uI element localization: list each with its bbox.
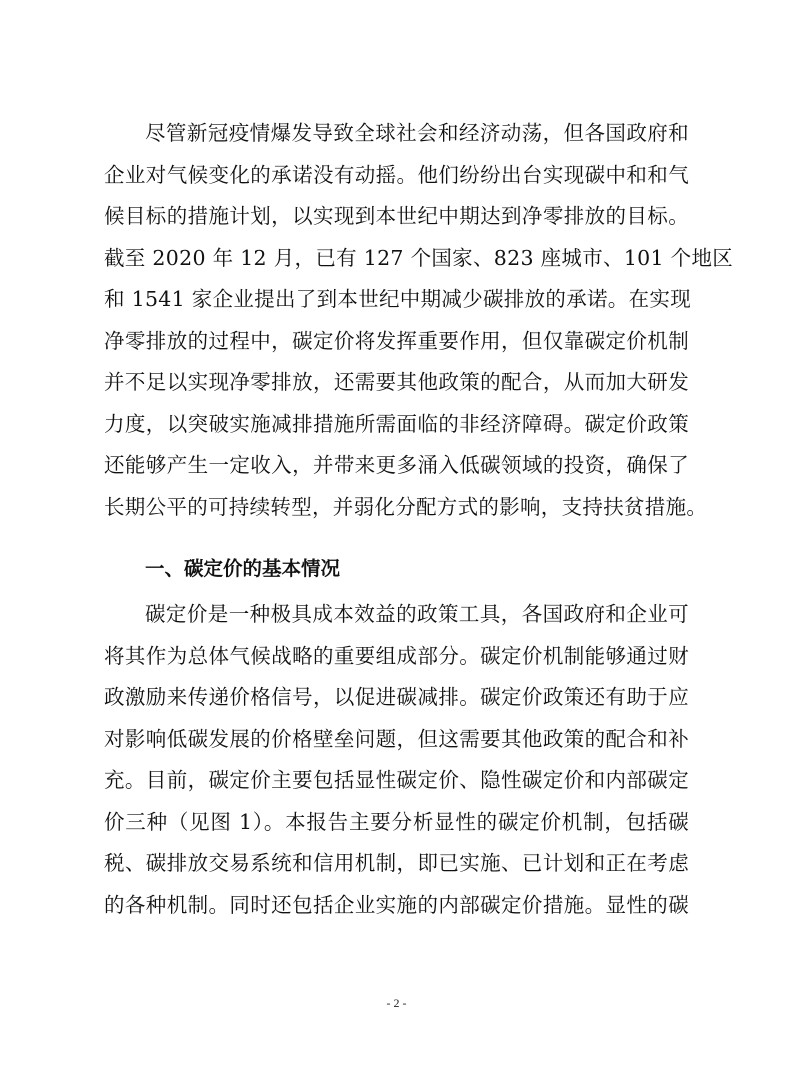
paragraph-line: 将其作为总体气候战略的重要组成部分。碳定价机制能够通过财 [104,643,689,668]
body-paragraph-2 [104,594,689,926]
paragraph-line: 的各种机制。同时还包括企业实施的内部碳定价措施。显性的碳 [104,892,689,917]
paragraph-line: 尽管新冠疫情爆发导致全球社会和经济动荡，但各国政府和 [145,121,689,145]
paragraph-line: 力度，以突破实施减排措施所需面临的非经济障碍。碳定价政策 [104,411,689,436]
paragraph-line: 还能够产生一定收入，并带来更多涌入低碳领域的投资，确保了 [104,453,689,477]
paragraph-line: 碳定价是一种极具成本效益的政策工具，各国政府和企业可 [145,602,689,626]
paragraph-line: 税、碳排放交易系统和信用机制，即已实施、已计划和正在考虑 [104,851,689,875]
paragraph-line: 截至 2020 年 12 月，已有 127 个国家、823 座城市、101 个地区 [104,245,734,270]
paragraph-line: 并不足以实现净零排放，还需要其他政策的配合，从而加大研发 [104,370,689,394]
body-paragraph-1 [104,113,734,528]
paragraph-line: 净零排放的过程中，碳定价将发挥重要作用，但仅靠碳定价机制 [104,328,689,353]
paragraph-line: 充。目前，碳定价主要包括显性碳定价、隐性碳定价和内部碳定 [104,768,689,792]
paragraph-line: 和 1541 家企业提出了到本世纪中期减少碳排放的承诺。在实现 [104,287,692,311]
paragraph-line: 价三种（见图 1）。本报告主要分析显性的碳定价机制，包括碳 [104,809,689,834]
section-heading: 一、碳定价的基本情况 [145,557,341,580]
paragraph-line: 候目标的措施计划，以实现到本世纪中期达到净零排放的目标。 [104,204,689,228]
paragraph-line: 企业对气候变化的承诺没有动摇。他们纷纷出台实现碳中和和气 [104,162,689,187]
paragraph-line: 对影响低碳发展的价格壁垒问题，但这需要其他政策的配合和补 [104,726,689,751]
paragraph-line: 政激励来传递价格信号，以促进碳减排。碳定价政策还有助于应 [104,685,689,709]
page-number: - 2 - [386,996,407,1010]
paragraph-line: 长期公平的可持续转型，并弱化分配方式的影响，支持扶贫措施。 [104,494,708,519]
